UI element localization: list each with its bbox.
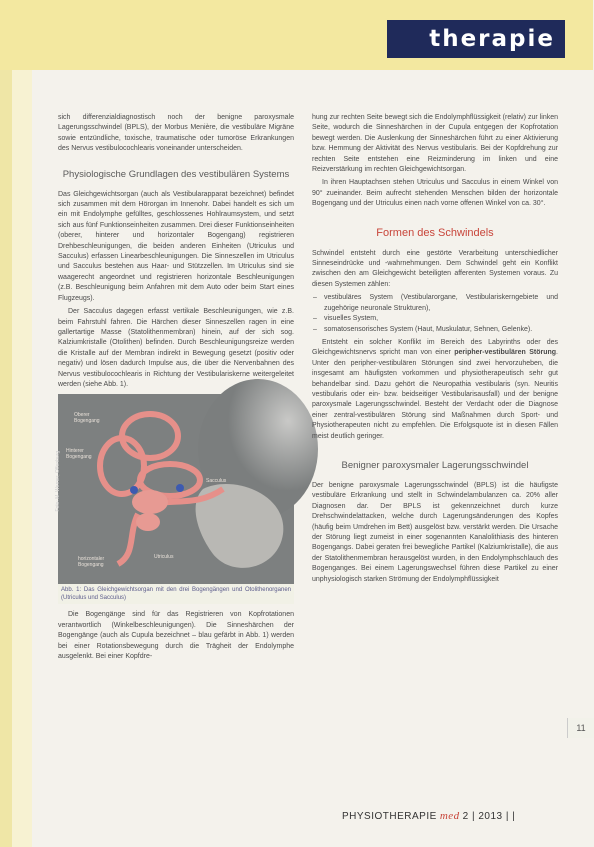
text-run: Entsteht ein solcher Konflikt im Bereich des Labyrinths oder des Gleichgewichtsnervs spricht man von einer [312,338,558,357]
left-margin [12,70,32,847]
section-title: therapie [429,26,555,52]
list-item: – vestibuläres System (Vestibularorgane, Vestibulariskerngebiete und zugehörige neuronale Strukturen), [324,293,558,314]
paragraph [312,338,558,442]
label-utriculus: Utriculus [154,554,174,561]
label-sacculus: Sacculus [206,478,227,485]
right-column [312,113,558,588]
paragraph: In ihren Hauptachsen stehen Utriculus und Sacculus in einem Winkel von 90° zueinander. Beim aufrecht stehenden Menschen bilden der horizontale Bogengang und der Utriculus einen nach vorne offenen Winkel von ca. 30°. [312,179,558,208]
section-banner [387,20,565,58]
label-hinterer: Hinterer Bogengang [66,448,92,461]
systems-list [312,293,558,335]
heading-forms: Formen des Schwindels [376,226,494,239]
paragraph: hung zur rechten Seite bewegt sich die Endolymphflüssigkeit (relativ) zur linken Seite, wodurch die Sinneshärchen in der Cupula entgegen der Kopfrotation bewegt werden. Die Auslenkung der Sinneshärchen führt zu einer Aktivierung bzw. Hemmung der Aktivität des Nervus vestibularis. Bei der Kopfdrehung zur rechten Seite entstehen eine Reizminderung im linken und eine Reizverstärkung im rechten Gleichgewichtsorgan. [312,114,558,174]
figure-caption: Abb. 1: Das Gleichgewichtsorgan mit den drei Bogengängen und Otolithenorganen (Utriculus und Sacculus) [58,584,294,604]
figure-vestibular-organ [55,394,294,584]
text-run: . Unter den peripher-vestibulären Störungen sind zwei hervorzuheben, die insgesamt am häufigsten vorkommen und physiotherapeutisch sehr gut behandelbar sind. Dazu gehört die Neuropathia vestibularis (syn. Neuritis vestibularis oder ein- bzw. beidseitiger Vestibularisausfall) und der benigne paroxysmale Lagerungsschwindel. Besteht der Verdacht oder die Diagnose einer zentral-vestibulären Störung sind Maßnahmen durch Sport- und Physiotherapeuten nicht zu empfehlen. Die Erfolgsquote ist in diesen Fällen meist deutlich geringer. [312,349,558,440]
issue-info: 2 | 2013 | | [462,811,516,822]
paragraph: Der benigne paroxysmale Lagerungsschwindel (BPLS) ist die häufigste vestibuläre Erkrankung und stellt in Schwindelambulanzen ca. 20% aller Diagnosen dar. Der BPLS ist gekennzeichnet durch kurze Drehschwindelattacken, welche durch Lagerungsänderungen des Kopfes (häufig beim Umdrehen im Bett) ausgelöst bzw. verstärkt werden. Die Ursache der Störung liegt zumeist in einer sogenannten Kanalolithiasis des hinteren Bogengangs. Dabei geraten frei bewegliche Partikel (Kalziumkristalle), die aus der Statolithenmembran herausgelöst wurden, in den Endolymphschlauch des Bogenganges. Bei einem Lagerungswechsel führen diese Partikel zu einer unphysiologisch starken Strömung der Endolymphflüssigkeit [312,481,558,583]
left-column [55,113,294,665]
page-number: 11 [567,718,594,738]
list-item: – somatosensorisches System (Haut, Muskulatur, Sehnen, Gelenke). [324,325,558,335]
journal-med: med [439,810,460,822]
intro-paragraph: sich differenzialdiagnostisch noch der benigne paroxysmale Lagerungsschwindel (BPLS), der Morbus Menière, die vestibuläre Migräne sowie entzündliche, toxische, traumatische oder tumoröse Erkrankungen des Nervus vestibulocochlearis voneinander unterscheiden. [58,114,294,153]
paragraph: Die Bogengänge sind für das Registrieren von Kopfrotationen verantwortlich (Winkelbeschleunigungen). Die Sinneshärchen der Bogengänge (auch als Cupula bezeichnet – blau gefärbt in Abb. 1) werden bei einer Rotationsbewegung durch die Trägheit der Endolymphe ausgelenkt. Bei einer Kopfdre- [58,611,294,660]
emphasis: peripher-vestibulären Störung [454,349,557,357]
paragraph: Der Sacculus dagegen erfasst vertikale Beschleunigungen, wie z.B. beim Fahrstuhl fahren. Die Härchen dieser Sinneszellen ragen in eine gallertartige Masse (Statolithenmembran) hinein, auf der sich sog. Kalziumkristalle (Otolithen) befinden. Durch Beschleunigungsreize werden die Kristalle auf der Membran indirekt in Bewegung gesetzt (positiv oder negativ) und lösen dadurch Impulse aus, die über die Nervenbahnen des Nervus vestibulocochlearis in Richtung der Vestibulariskerne weitergeleitet werden (siehe Abb. 1). [58,308,294,388]
label-horizontaler: horizontaler Bogengang [78,556,105,569]
paragraph: Das Gleichgewichtsorgan (auch als Vestibularapparat bezeichnet) befindet sich zusammen mit dem Hörorgan im Innenohr. Dabei handelt es sich um ein mit Endolymphe gefülltes, geschlossenes Hohlraumsystem, und setzt sich aus fünf Funktionseinheiten zusammen. Drei dieser Funktionseinheiten (oberer, hinterer und horizontaler Bogengang) registrieren Drehbeschleunigungen, die beiden anderen Einheiten (Utriculus und Sacculus) erfassen Linearbeschleunigungen. Die Sinneszellen im Utriculus und Sacculus bestehen aus Haar- und Stützzellen. Im Utriculus sind sie waagerecht angeordnet und registrieren horizontale Beschleunigungen (z.B. Beschleunigung beim Anfahren mit dem Auto oder beim Start eines Flugzeugs). [58,190,294,302]
footer [342,810,515,822]
paragraph: Schwindel entsteht durch eine gestörte Verarbeitung unterschiedlicher Sinneseindrücke und -wahrnehmungen. Dem Schwindel geht ein Konflikt zwischen den am Gleichgewicht beteiligten afferenten Systemen voraus. Zu diesen Systemen zählen: [312,249,558,288]
journal-name: PHYSIOTHERAPIE [342,811,437,822]
photo-credit: Foto: M. Werner, Offenburg [55,451,62,512]
heading-physiology: Physiologische Grundlagen des vestibulären Systems [62,168,290,180]
list-item: – visuelles System, [324,314,558,324]
label-oberer: Oberer Bogengang [74,412,100,425]
heading-bpls: Benigner paroxysmaler Lagerungsschwindel [341,459,529,471]
left-edge-strip [0,70,12,847]
